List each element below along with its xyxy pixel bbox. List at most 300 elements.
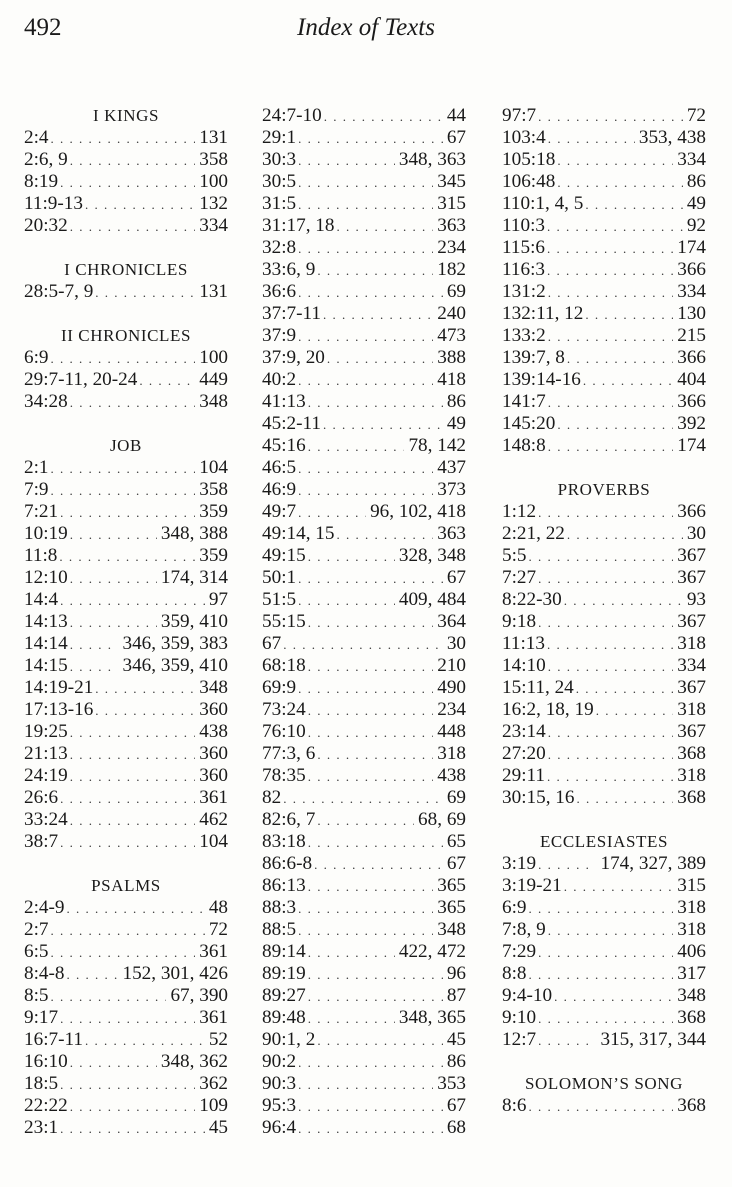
index-entry <box>262 435 466 457</box>
dot-leader <box>298 1117 443 1140</box>
entry-reference: 11:8 <box>24 545 58 566</box>
dot-leader <box>557 413 673 436</box>
index-entry <box>502 523 706 545</box>
dot-leader <box>298 567 443 590</box>
dot-leader <box>139 369 195 392</box>
dot-leader <box>298 501 366 524</box>
section-heading: I CHRONICLES <box>64 260 188 279</box>
index-entry <box>262 501 466 523</box>
entry-reference: 89:27 <box>262 985 306 1006</box>
dot-leader <box>538 1007 673 1030</box>
entry-reference: 11:13 <box>502 633 545 654</box>
entry-reference: 20:32 <box>24 215 68 236</box>
entry-pages: 346, 359, 383 <box>122 633 228 654</box>
entry-pages: 78, 142 <box>408 435 466 456</box>
entry-pages: 366 <box>677 501 706 522</box>
entry-reference: 90:1, 2 <box>262 1029 316 1050</box>
entry-pages: 52 <box>208 1029 228 1050</box>
index-entry <box>24 127 228 149</box>
entry-reference: 2:7 <box>24 919 49 940</box>
index-entry <box>262 919 466 941</box>
entry-pages: 315 <box>437 193 466 214</box>
dot-leader <box>324 105 443 128</box>
entry-reference: 83:18 <box>262 831 306 852</box>
index-entry <box>502 149 706 171</box>
dot-leader <box>283 633 443 656</box>
entry-pages: 318 <box>437 743 466 764</box>
index-entry <box>262 765 466 787</box>
entry-pages: 368 <box>677 787 706 808</box>
entry-reference: 131:2 <box>502 281 546 302</box>
entry-reference: 69:9 <box>262 677 297 698</box>
entry-reference: 9:4-10 <box>502 985 553 1006</box>
entry-pages: 490 <box>437 677 466 698</box>
dot-leader <box>548 325 674 348</box>
entry-pages: 361 <box>199 941 228 962</box>
dot-leader <box>308 831 443 854</box>
index-entry <box>262 259 466 281</box>
dot-leader <box>95 699 195 722</box>
entry-reference: 41:13 <box>262 391 306 412</box>
entry-pages: 348 <box>677 985 706 1006</box>
entry-pages: 86 <box>686 171 706 192</box>
entry-pages: 67, 390 <box>170 985 228 1006</box>
entry-pages: 365 <box>437 875 466 896</box>
entry-pages: 361 <box>199 1007 228 1028</box>
entry-pages: 388 <box>437 347 466 368</box>
entry-reference: 16:10 <box>24 1051 68 1072</box>
dot-leader <box>70 215 196 238</box>
entry-pages: 67 <box>446 567 466 588</box>
entry-reference: 6:9 <box>502 897 527 918</box>
index-entry <box>262 1051 466 1073</box>
entry-pages: 406 <box>677 941 706 962</box>
entry-pages: 215 <box>677 325 706 346</box>
entry-pages: 366 <box>677 259 706 280</box>
index-entry <box>24 765 228 787</box>
index-entry <box>502 963 706 985</box>
entry-pages: 318 <box>677 897 706 918</box>
entry-reference: 7:8, 9 <box>502 919 546 940</box>
entry-pages: 328, 348 <box>398 545 466 566</box>
dot-leader <box>70 721 196 744</box>
index-entry <box>24 633 228 655</box>
dot-leader <box>51 457 196 480</box>
index-entry <box>262 655 466 677</box>
dot-leader <box>529 897 674 920</box>
dot-leader <box>577 787 674 810</box>
dot-leader <box>95 281 195 304</box>
entry-reference: 106:48 <box>502 171 556 192</box>
entry-pages: 93 <box>686 589 706 610</box>
entry-reference: 7:9 <box>24 479 49 500</box>
entry-reference: 5:5 <box>502 545 527 566</box>
index-entry <box>24 523 228 545</box>
dot-leader <box>548 391 674 414</box>
entry-pages: 68 <box>446 1117 466 1138</box>
entry-reference: 14:13 <box>24 611 68 632</box>
entry-reference: 49:14, 15 <box>262 523 335 544</box>
index-entry <box>24 281 228 303</box>
index-entry <box>262 237 466 259</box>
entry-pages: 72 <box>686 105 706 126</box>
index-entry <box>262 391 466 413</box>
index-entry <box>262 127 466 149</box>
entry-reference: 67 <box>262 633 282 654</box>
entry-reference: 27:20 <box>502 743 546 764</box>
dot-leader <box>308 875 434 898</box>
index-entry <box>24 369 228 391</box>
dot-leader <box>564 589 683 612</box>
entry-reference: 148:8 <box>502 435 546 456</box>
dot-leader <box>548 281 674 304</box>
dot-leader <box>298 237 433 260</box>
entry-pages: 44 <box>446 105 466 126</box>
entry-pages: 97 <box>208 589 228 610</box>
dot-leader <box>548 721 674 744</box>
dot-leader <box>308 985 443 1008</box>
index-entry <box>262 897 466 919</box>
dot-leader <box>70 567 157 590</box>
entry-reference: 7:29 <box>502 941 537 962</box>
dot-leader <box>308 963 443 986</box>
entry-reference: 90:2 <box>262 1051 297 1072</box>
entry-reference: 24:7-10 <box>262 105 322 126</box>
index-entry <box>502 699 706 721</box>
entry-pages: 334 <box>677 149 706 170</box>
entry-pages: 210 <box>437 655 466 676</box>
index-entry <box>262 413 466 435</box>
index-entry <box>262 303 466 325</box>
section-heading: II CHRONICLES <box>60 326 192 345</box>
dot-leader <box>298 325 433 348</box>
index-entry <box>24 787 228 809</box>
entry-pages: 348 <box>199 677 228 698</box>
index-entry <box>502 171 706 193</box>
entry-reference: 110:3 <box>502 215 545 236</box>
entry-pages: 318 <box>677 919 706 940</box>
entry-reference: 31:5 <box>262 193 297 214</box>
entry-reference: 16:7-11 <box>24 1029 83 1050</box>
entry-pages: 368 <box>677 743 706 764</box>
entry-pages: 174, 314 <box>160 567 228 588</box>
dot-leader <box>85 1029 205 1052</box>
entry-pages: 68, 69 <box>418 809 466 830</box>
dot-leader <box>548 435 674 458</box>
index-entry <box>502 589 706 611</box>
entry-reference: 89:19 <box>262 963 306 984</box>
entry-pages: 366 <box>677 391 706 412</box>
entry-pages: 348 <box>437 919 466 940</box>
index-entry <box>262 1029 466 1051</box>
entry-pages: 30 <box>686 523 706 544</box>
entry-reference: 116:3 <box>502 259 545 280</box>
entry-reference: 30:15, 16 <box>502 787 575 808</box>
index-entry <box>262 743 466 765</box>
entry-pages: 438 <box>437 765 466 786</box>
entry-reference: 78:35 <box>262 765 306 786</box>
entry-reference: 46:9 <box>262 479 297 500</box>
dot-leader <box>70 1095 196 1118</box>
entry-reference: 23:14 <box>502 721 546 742</box>
index-entry <box>24 677 228 699</box>
dot-leader <box>308 391 443 414</box>
dot-leader <box>557 171 683 194</box>
entry-pages: 92 <box>686 215 706 236</box>
dot-leader <box>298 1095 443 1118</box>
dot-leader <box>323 413 443 436</box>
index-entry <box>502 127 706 149</box>
entry-pages: 373 <box>437 479 466 500</box>
entry-reference: 88:3 <box>262 897 297 918</box>
index-entry <box>24 1117 228 1139</box>
dot-leader <box>308 765 434 788</box>
index-entry <box>262 567 466 589</box>
index-entry <box>502 919 706 941</box>
entry-reference: 45:16 <box>262 435 306 456</box>
index-entry <box>24 193 228 215</box>
entry-reference: 76:10 <box>262 721 306 742</box>
entry-pages: 437 <box>437 457 466 478</box>
entry-reference: 139:14-16 <box>502 369 581 390</box>
entry-reference: 8:8 <box>502 963 527 984</box>
entry-pages: 348, 365 <box>398 1007 466 1028</box>
entry-reference: 14:19-21 <box>24 677 94 698</box>
entry-reference: 133:2 <box>502 325 546 346</box>
index-entry <box>502 611 706 633</box>
entry-reference: 55:15 <box>262 611 306 632</box>
index-entry <box>502 435 706 457</box>
entry-pages: 318 <box>677 633 706 654</box>
entry-pages: 48 <box>208 897 228 918</box>
index-entry <box>24 501 228 523</box>
entry-pages: 152, 301, 426 <box>122 963 228 984</box>
index-entry <box>262 677 466 699</box>
entry-pages: 49 <box>686 193 706 214</box>
index-entry <box>24 941 228 963</box>
dot-leader <box>298 171 433 194</box>
entry-reference: 18:5 <box>24 1073 59 1094</box>
dot-leader <box>547 215 683 238</box>
dot-leader <box>585 193 682 216</box>
index-entry <box>502 193 706 215</box>
entry-reference: 34:28 <box>24 391 68 412</box>
index-entry <box>262 1007 466 1029</box>
index-entry <box>262 325 466 347</box>
dot-leader <box>308 941 395 964</box>
index-entry <box>24 567 228 589</box>
entry-reference: 2:4-9 <box>24 897 65 918</box>
entry-reference: 141:7 <box>502 391 546 412</box>
entry-reference: 37:9 <box>262 325 297 346</box>
entry-reference: 36:6 <box>262 281 297 302</box>
dot-leader <box>51 347 196 370</box>
index-entry <box>24 1007 228 1029</box>
index-entry <box>502 391 706 413</box>
entry-pages: 348, 362 <box>160 1051 228 1072</box>
index-entry <box>262 853 466 875</box>
section-heading: JOB <box>109 436 143 455</box>
index-entry <box>262 369 466 391</box>
dot-leader <box>95 677 195 700</box>
dot-leader <box>298 127 443 150</box>
entry-reference: 9:18 <box>502 611 537 632</box>
section-heading: SOLOMON’S SONG <box>524 1074 684 1093</box>
dot-leader <box>317 809 414 832</box>
entry-reference: 45:2-11 <box>262 413 321 434</box>
index-entry <box>502 875 706 897</box>
dot-leader <box>51 479 196 502</box>
entry-pages: 353 <box>437 1073 466 1094</box>
entry-reference: 14:4 <box>24 589 59 610</box>
index-entry <box>502 633 706 655</box>
dot-leader <box>567 523 683 546</box>
entry-reference: 40:2 <box>262 369 297 390</box>
index-entry <box>262 523 466 545</box>
entry-reference: 88:5 <box>262 919 297 940</box>
index-entry <box>262 171 466 193</box>
index-entry <box>262 347 466 369</box>
dot-leader <box>59 545 195 568</box>
dot-leader <box>298 149 395 172</box>
entry-pages: 100 <box>199 347 228 368</box>
dot-leader <box>308 655 434 678</box>
entry-pages: 234 <box>437 699 466 720</box>
dot-leader <box>308 699 434 722</box>
index-entry <box>262 699 466 721</box>
entry-pages: 392 <box>677 413 706 434</box>
entry-pages: 366 <box>677 347 706 368</box>
dot-leader <box>70 391 196 414</box>
index-entry <box>502 501 706 523</box>
index-entry <box>262 985 466 1007</box>
dot-leader <box>548 743 674 766</box>
index-entry <box>262 149 466 171</box>
dot-leader <box>298 1073 433 1096</box>
entry-reference: 24:19 <box>24 765 68 786</box>
dot-leader <box>60 589 205 612</box>
entry-reference: 16:2, 18, 19 <box>502 699 594 720</box>
index-entry <box>24 963 228 985</box>
entry-reference: 96:4 <box>262 1117 297 1138</box>
dot-leader <box>298 193 433 216</box>
entry-pages: 234 <box>437 237 466 258</box>
entry-reference: 7:21 <box>24 501 59 522</box>
entry-pages: 130 <box>677 303 706 324</box>
dot-leader <box>327 347 433 370</box>
index-entry <box>262 831 466 853</box>
entry-reference: 37:9, 20 <box>262 347 325 368</box>
entry-pages: 315, 317, 344 <box>600 1029 706 1050</box>
entry-reference: 37:7-11 <box>262 303 321 324</box>
entry-pages: 65 <box>446 831 466 852</box>
dot-leader <box>67 897 205 920</box>
entry-reference: 110:1, 4, 5 <box>502 193 584 214</box>
entry-reference: 3:19-21 <box>502 875 562 896</box>
entry-pages: 96, 102, 418 <box>370 501 466 522</box>
index-entry <box>24 831 228 853</box>
index-entry <box>24 215 228 237</box>
entry-pages: 438 <box>199 721 228 742</box>
entry-pages: 30 <box>446 633 466 654</box>
dot-leader <box>70 523 157 546</box>
entry-pages: 448 <box>437 721 466 742</box>
dot-leader <box>60 1117 205 1140</box>
entry-pages: 67 <box>446 127 466 148</box>
entry-pages: 348, 388 <box>160 523 228 544</box>
entry-pages: 174 <box>677 237 706 258</box>
index-entry <box>24 699 228 721</box>
index-entry <box>502 325 706 347</box>
entry-reference: 145:20 <box>502 413 556 434</box>
dot-leader <box>51 941 196 964</box>
entry-pages: 363 <box>437 523 466 544</box>
entry-pages: 449 <box>199 369 228 390</box>
index-entry <box>262 963 466 985</box>
dot-leader <box>596 699 674 722</box>
entry-pages: 409, 484 <box>398 589 466 610</box>
dot-leader <box>70 1051 157 1074</box>
entry-reference: 12:7 <box>502 1029 537 1050</box>
index-entry <box>24 391 228 413</box>
entry-reference: 17:13-16 <box>24 699 94 720</box>
entry-pages: 86 <box>446 1051 466 1072</box>
index-entry <box>502 853 706 875</box>
index-entry <box>502 1095 706 1117</box>
index-entry <box>262 1095 466 1117</box>
entry-reference: 11:9-13 <box>24 193 83 214</box>
entry-pages: 362 <box>199 1073 228 1094</box>
entry-pages: 368 <box>677 1007 706 1028</box>
index-entry <box>502 897 706 919</box>
entry-pages: 359 <box>199 545 228 566</box>
entry-reference: 132:11, 12 <box>502 303 584 324</box>
entry-reference: 139:7, 8 <box>502 347 565 368</box>
index-entry <box>262 1073 466 1095</box>
index-entry <box>24 457 228 479</box>
entry-pages: 72 <box>208 919 228 940</box>
entry-reference: 103:4 <box>502 127 546 148</box>
section-heading: PSALMS <box>91 876 161 895</box>
entry-reference: 38:7 <box>24 831 59 852</box>
index-entry <box>262 875 466 897</box>
entry-pages: 67 <box>446 1095 466 1116</box>
entry-reference: 30:5 <box>262 171 297 192</box>
dot-leader <box>308 611 434 634</box>
index-entry <box>24 149 228 171</box>
index-entry <box>262 479 466 501</box>
entry-pages: 131 <box>199 281 228 302</box>
dot-leader <box>298 479 433 502</box>
entry-pages: 45 <box>446 1029 466 1050</box>
dot-leader <box>547 633 673 656</box>
index-entry <box>502 787 706 809</box>
entry-pages: 418 <box>437 369 466 390</box>
entry-reference: 28:5-7, 9 <box>24 281 94 302</box>
index-entry <box>502 677 706 699</box>
page-number: 492 <box>24 14 62 41</box>
entry-reference: 6:9 <box>24 347 49 368</box>
entry-reference: 89:14 <box>262 941 306 962</box>
entry-pages: 364 <box>437 611 466 632</box>
entry-reference: 22:22 <box>24 1095 68 1116</box>
entry-reference: 33:6, 9 <box>262 259 316 280</box>
index-entry <box>262 193 466 215</box>
entry-reference: 49:15 <box>262 545 306 566</box>
entry-pages: 96 <box>446 963 466 984</box>
index-entry <box>24 809 228 831</box>
entry-pages: 69 <box>446 787 466 808</box>
